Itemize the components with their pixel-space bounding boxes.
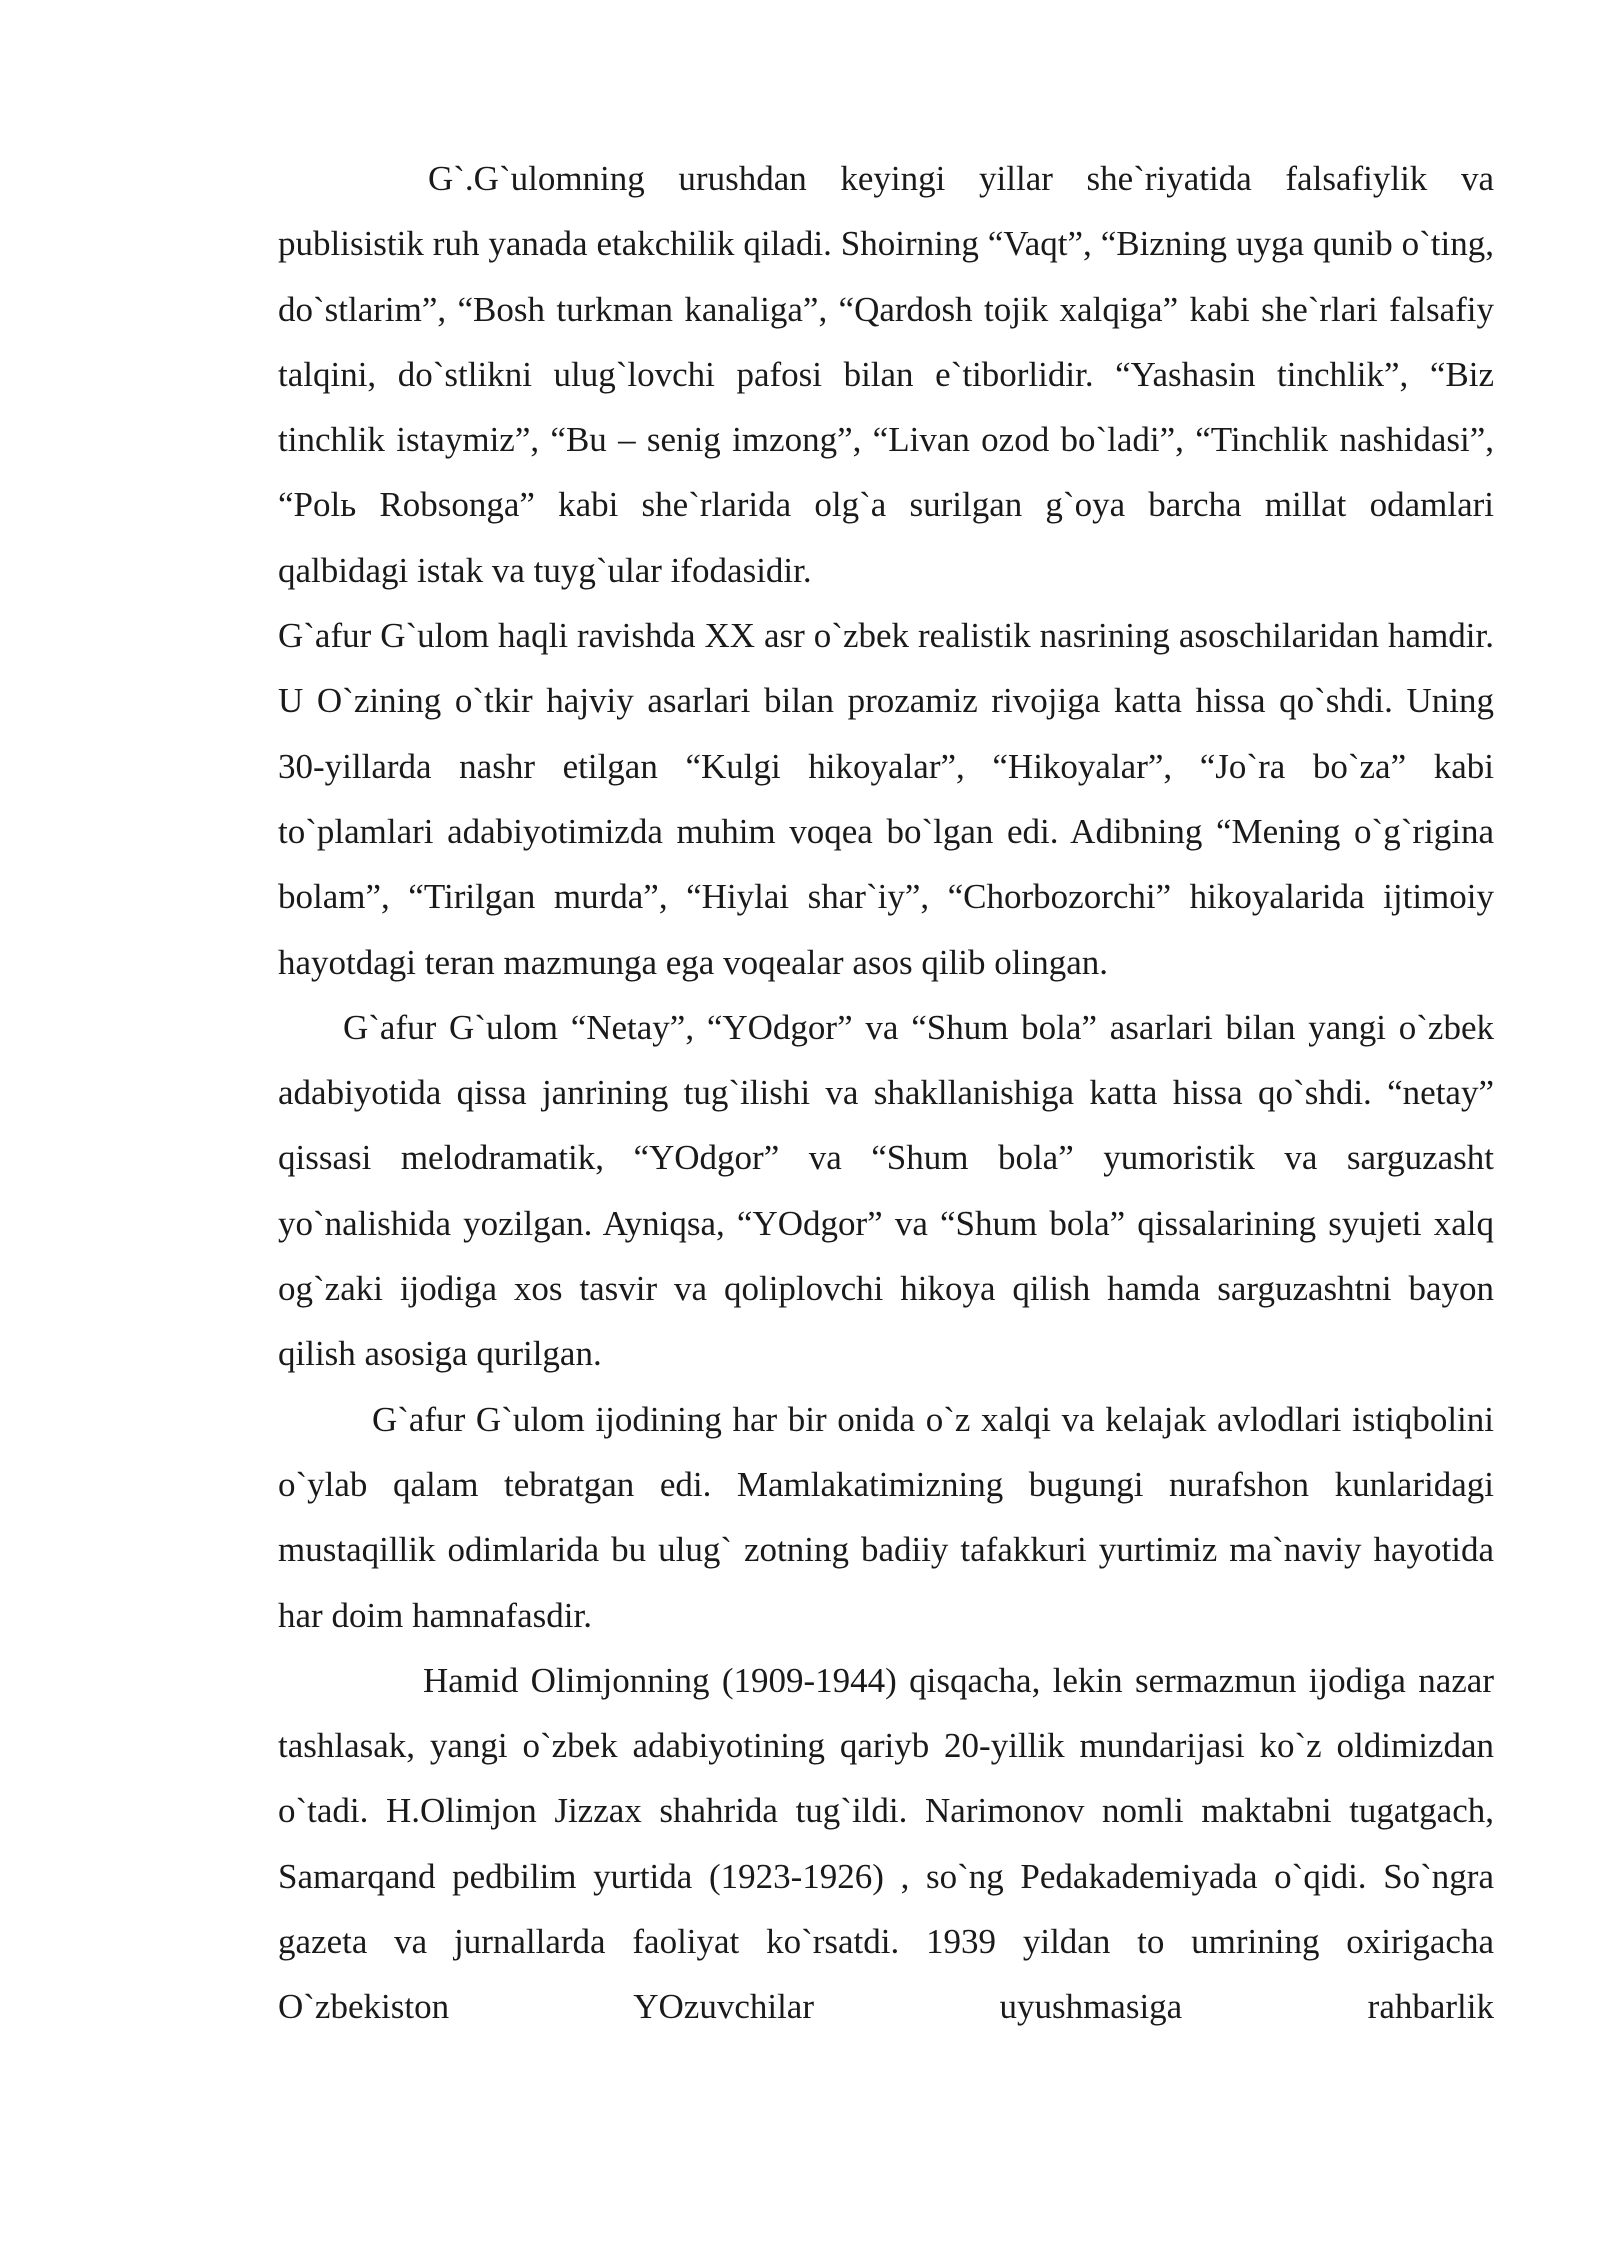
paragraph-novella-genre: G`afur G`ulom “Netay”, “YOdgor” va “Shum bola” asarlari bilan yangi o`zbek adabiyotida qissa janrining tug`ilishi va shakllanishiga katta hissa qo`shdi. “netay” qissasi melodramatik, “YOdgor” va “Shum bola” yumoristik va sarguzasht yo`nalishida yozilgan. Ayniqsa, “YOdgor” va “Shum bola” qissalarining syujeti xalq og`zaki ijodiga xos tasvir va qoliplovchi hikoya qilish hamda sarguzashtni bayon qilish asosiga qurilgan. (278, 1007, 1494, 1374)
paragraph-realist-prose: G`afur G`ulom haqli ravishda XX asr o`zbek realistik nasrining asoschilaridan hamdir. U O`zining o`tkir hajviy asarlari bilan prozamiz rivojiga katta hissa qo`shdi. Uning 30-yillarda nashr etilgan “Kulgi hikoyalar”, “Hikoyalar”, “Jo`ra bo`za” kabi to`plamlari adabiyotimizda muhim voqea bo`lgan edi. Adibning “Mening o`g`rigina bolam”, “Tirilgan murda”, “Hiylai shar`iy”, “Chorbozorchi” hikoyalarida ijtimoiy hayotdagi teran mazmunga ega voqealar asos qilib olingan. (278, 616, 1494, 982)
paragraph-legacy: G`afur G`ulom ijodining har bir onida o`z xalqi va kelajak avlodlari istiqbolini o`ylab qalam tebratgan edi. Mamlakatimizning bugungi nurafshon kunlaridagi mustaqillik odimlarida bu ulug` zotning badiiy tafakkuri yurtimiz ma`naviy hayotida har doim hamnafasdir. (278, 1399, 1494, 1635)
paragraph-hamid-olimjon: Hamid Olimjonning (1909-1944) qisqacha, lekin sermazmun ijodiga nazar tashlasak, yangi o`zbek adabiyotining qariyb 20-yillik mundarijasi ko`z oldimizdan o`tadi. H.Olimjon Jizzax shahrida tug`ildi. Narimonov nomli maktabni tugatgach, Samarqand pedbilim yurtida (1923-1926) , so`ng Pedakademiyada o`qidi. So`ngra gazeta va jurnallarda faoliyat ko`rsatdi. 1939 yildan to umrining oxirigacha O`zbekiston YOzuvchilar uyushmasiga rahbarlik (278, 1660, 1494, 2027)
paragraph-post-war-poetry: G`.G`ulomning urushdan keyingi yillar she`riyatida falsafiylik va publisistik ruh yanada etakchilik qiladi. Shoirning “Vaqt”, “Bizning uyga qunib o`ting, do`stlarim”, “Bosh turkman kanaliga”, “Qardosh tojik xalqiga” kabi she`rlari falsafiy talqini, do`stlikni ulug`lovchi pafosi bilan e`tiborlidir. “Yashasin tinchlik”, “Biz tinchlik istaymiz”, “Bu – senig imzong”, “Livan ozod bo`ladi”, “Tinchlik nashidasi”, “Polь Robsonga” kabi she`rlarida olg`a surilgan g`oya barcha millat odamlari qalbidagi istak va tuyg`ular ifodasidir. (278, 159, 1494, 590)
document-body (278, 146, 1494, 2040)
